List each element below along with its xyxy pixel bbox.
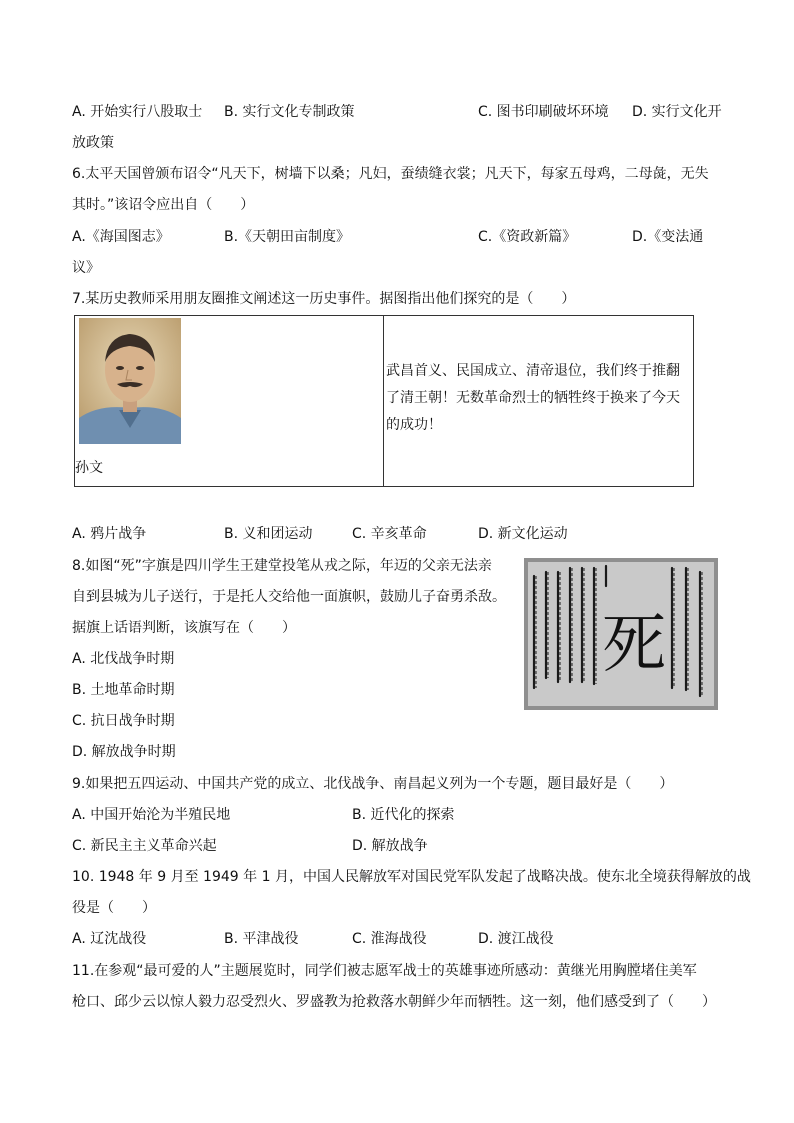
q7-post-text: 武昌首义、民国成立、清帝退位，我们终于推翻了清王朝！无数革命烈士的牺牲终于换来了今天的成功！ — [386, 363, 680, 433]
death-character-flag-image — [524, 558, 718, 710]
q10-stem-line2: 役是（ ） — [72, 900, 156, 916]
q5-option-d-wrap: 放政策 — [72, 135, 114, 151]
q6-stem-line1: 6.太平天国曾颁布诏令“凡天下，树墙下以桑；凡妇，蚕绩缝衣裳；凡天下，每家五母鸡，二母彘，无失 — [72, 166, 709, 182]
q7-option-c: C. 辛亥革命 — [352, 526, 427, 542]
q5-option-d: D. 实行文化开 — [632, 104, 722, 120]
q10-option-c: C. 淮海战役 — [352, 931, 427, 947]
q5-option-b: B. 实行文化专制政策 — [224, 104, 355, 120]
portrait-caption: 孙文 — [75, 460, 103, 476]
q8-option-c: C. 抗日战争时期 — [72, 713, 175, 729]
q9-option-c: C. 新民主主义革命兴起 — [72, 838, 217, 854]
q5-option-c: C. 图书印刷破坏环境 — [478, 104, 609, 120]
q9-option-d: D. 解放战争 — [352, 838, 428, 854]
q10-stem-line1: 10. 1948 年 9 月至 1949 年 1 月，中国人民解放军对国民党军队发起了战略决战。使东北全境获得解放的战 — [72, 869, 751, 885]
q9-option-b: B. 近代化的探索 — [352, 807, 455, 823]
q9-option-a: A. 中国开始沦为半殖民地 — [72, 807, 231, 823]
q7-stem: 7.某历史教师采用朋友圈推文阐述这一历史事件。据图指出他们探究的是（ ） — [72, 291, 576, 307]
q6-option-b: B.《天朝田亩制度》 — [224, 229, 351, 245]
q8-option-b: B. 土地革命时期 — [72, 682, 175, 698]
q6-option-c: C.《资政新篇》 — [478, 229, 577, 245]
q11-stem-line1: 11.在参观“最可爱的人”主题展览时，同学们被志愿军战士的英雄事迹所感动：黄继光用胸膛堵住美军 — [72, 963, 697, 979]
q8-option-a: A. 北伐战争时期 — [72, 651, 175, 667]
flag-death-character: 死 — [602, 608, 666, 682]
q11-stem-line2: 枪口、邱少云以惊人毅力忍受烈火、罗盛教为抢救落水朝鲜少年而牺牲。这一刻，他们感受到了（ ） — [72, 994, 716, 1010]
q8-stem-line2: 自到县城为儿子送行，于是托人交给他一面旗帜，鼓励儿子奋勇杀敌。 — [72, 589, 506, 605]
q10-option-a: A. 辽沈战役 — [72, 931, 147, 947]
q6-option-d: D.《变法通 — [632, 229, 704, 245]
q8-stem-line1: 8.如图“死”字旗是四川学生王建堂投笔从戎之际，年迈的父亲无法亲 — [72, 558, 492, 574]
q7-option-b: B. 义和团运动 — [224, 526, 313, 542]
sun-yat-sen-portrait — [79, 318, 181, 444]
q10-option-d: D. 渡江战役 — [478, 931, 554, 947]
q7-option-d: D. 新文化运动 — [478, 526, 568, 542]
q7-option-a: A. 鸦片战争 — [72, 526, 147, 542]
q5-option-a: A. 开始实行八股取士 — [72, 104, 203, 120]
q6-stem-line2: 其时。”该诏令应出自（ ） — [72, 197, 255, 213]
q7-image-cell — [75, 316, 384, 487]
q7-text-cell — [384, 316, 694, 487]
q10-option-b: B. 平津战役 — [224, 931, 299, 947]
q7-post-table — [74, 315, 694, 487]
q8-option-d: D. 解放战争时期 — [72, 744, 176, 760]
q9-stem: 9.如果把五四运动、中国共产党的成立、北伐战争、南昌起义列为一个专题，题目最好是（ ） — [72, 776, 674, 792]
q6-option-d-wrap: 议》 — [72, 260, 100, 276]
q6-option-a: A.《海国图志》 — [72, 229, 170, 245]
q8-stem-line3: 据旗上话语判断，该旗写在（ ） — [72, 620, 296, 636]
